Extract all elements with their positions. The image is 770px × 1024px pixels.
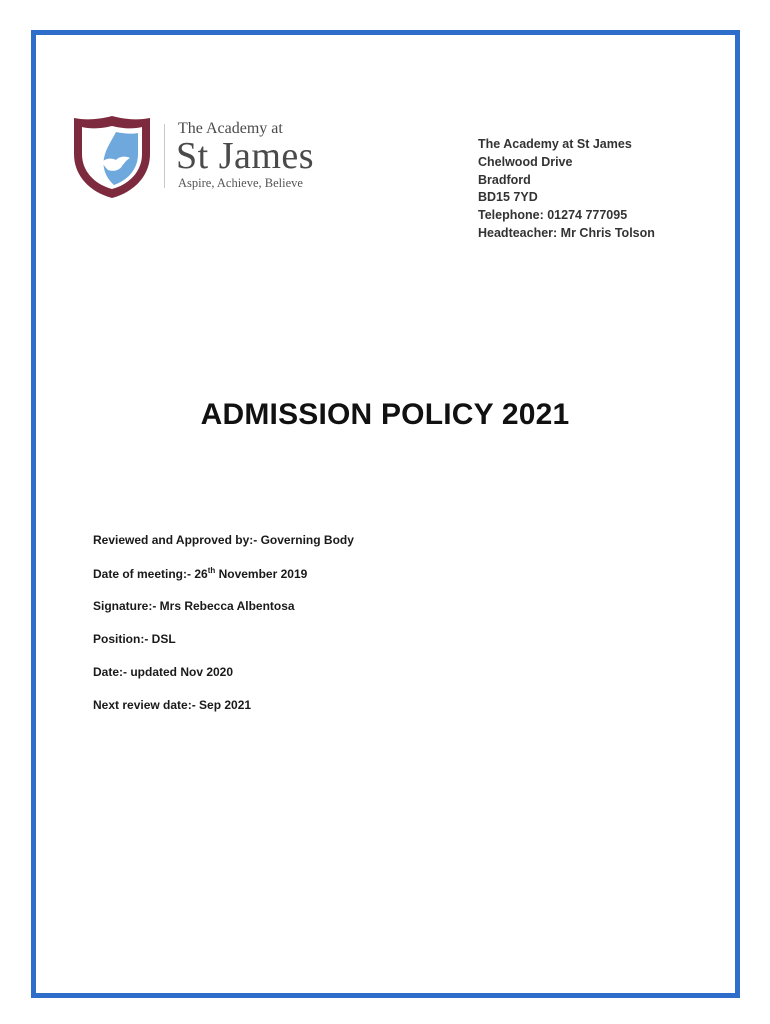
detail-date: Date:- updated Nov 2020 [93,665,234,679]
address-street: Chelwood Drive [478,154,573,169]
logo-text-line1: The Academy at [178,120,283,137]
address-postcode: BD15 7YD [478,190,538,205]
school-crest-icon [72,114,152,200]
detail-signature: Signature:- Mrs Rebecca Albentosa [93,599,295,613]
detail-meeting-date [93,566,354,599]
policy-details [93,533,354,731]
detail-next-review: Next review date:- Sep 2021 [93,698,252,712]
detail-reviewed-by: Reviewed and Approved by:- Governing Body [93,533,354,547]
document-title: ADMISSION POLICY 2021 [200,398,570,431]
meeting-date-prefix: Date of meeting:- 26 [93,567,208,581]
address-city: Bradford [478,172,531,187]
school-logo [72,114,342,200]
logo-text-school-name: St James [176,135,315,177]
logo-tagline: Aspire, Achieve, Believe [178,176,303,190]
detail-position: Position:- DSL [93,632,176,646]
logo-divider [164,124,165,188]
school-address-block [478,136,655,243]
address-telephone: Telephone: 01274 777095 [478,208,628,223]
meeting-date-rest: November 2019 [215,567,308,581]
address-school-name: The Academy at St James [478,137,632,151]
meeting-date-ordinal: th [207,566,216,575]
address-headteacher: Headteacher: Mr Chris Tolson [478,225,655,240]
